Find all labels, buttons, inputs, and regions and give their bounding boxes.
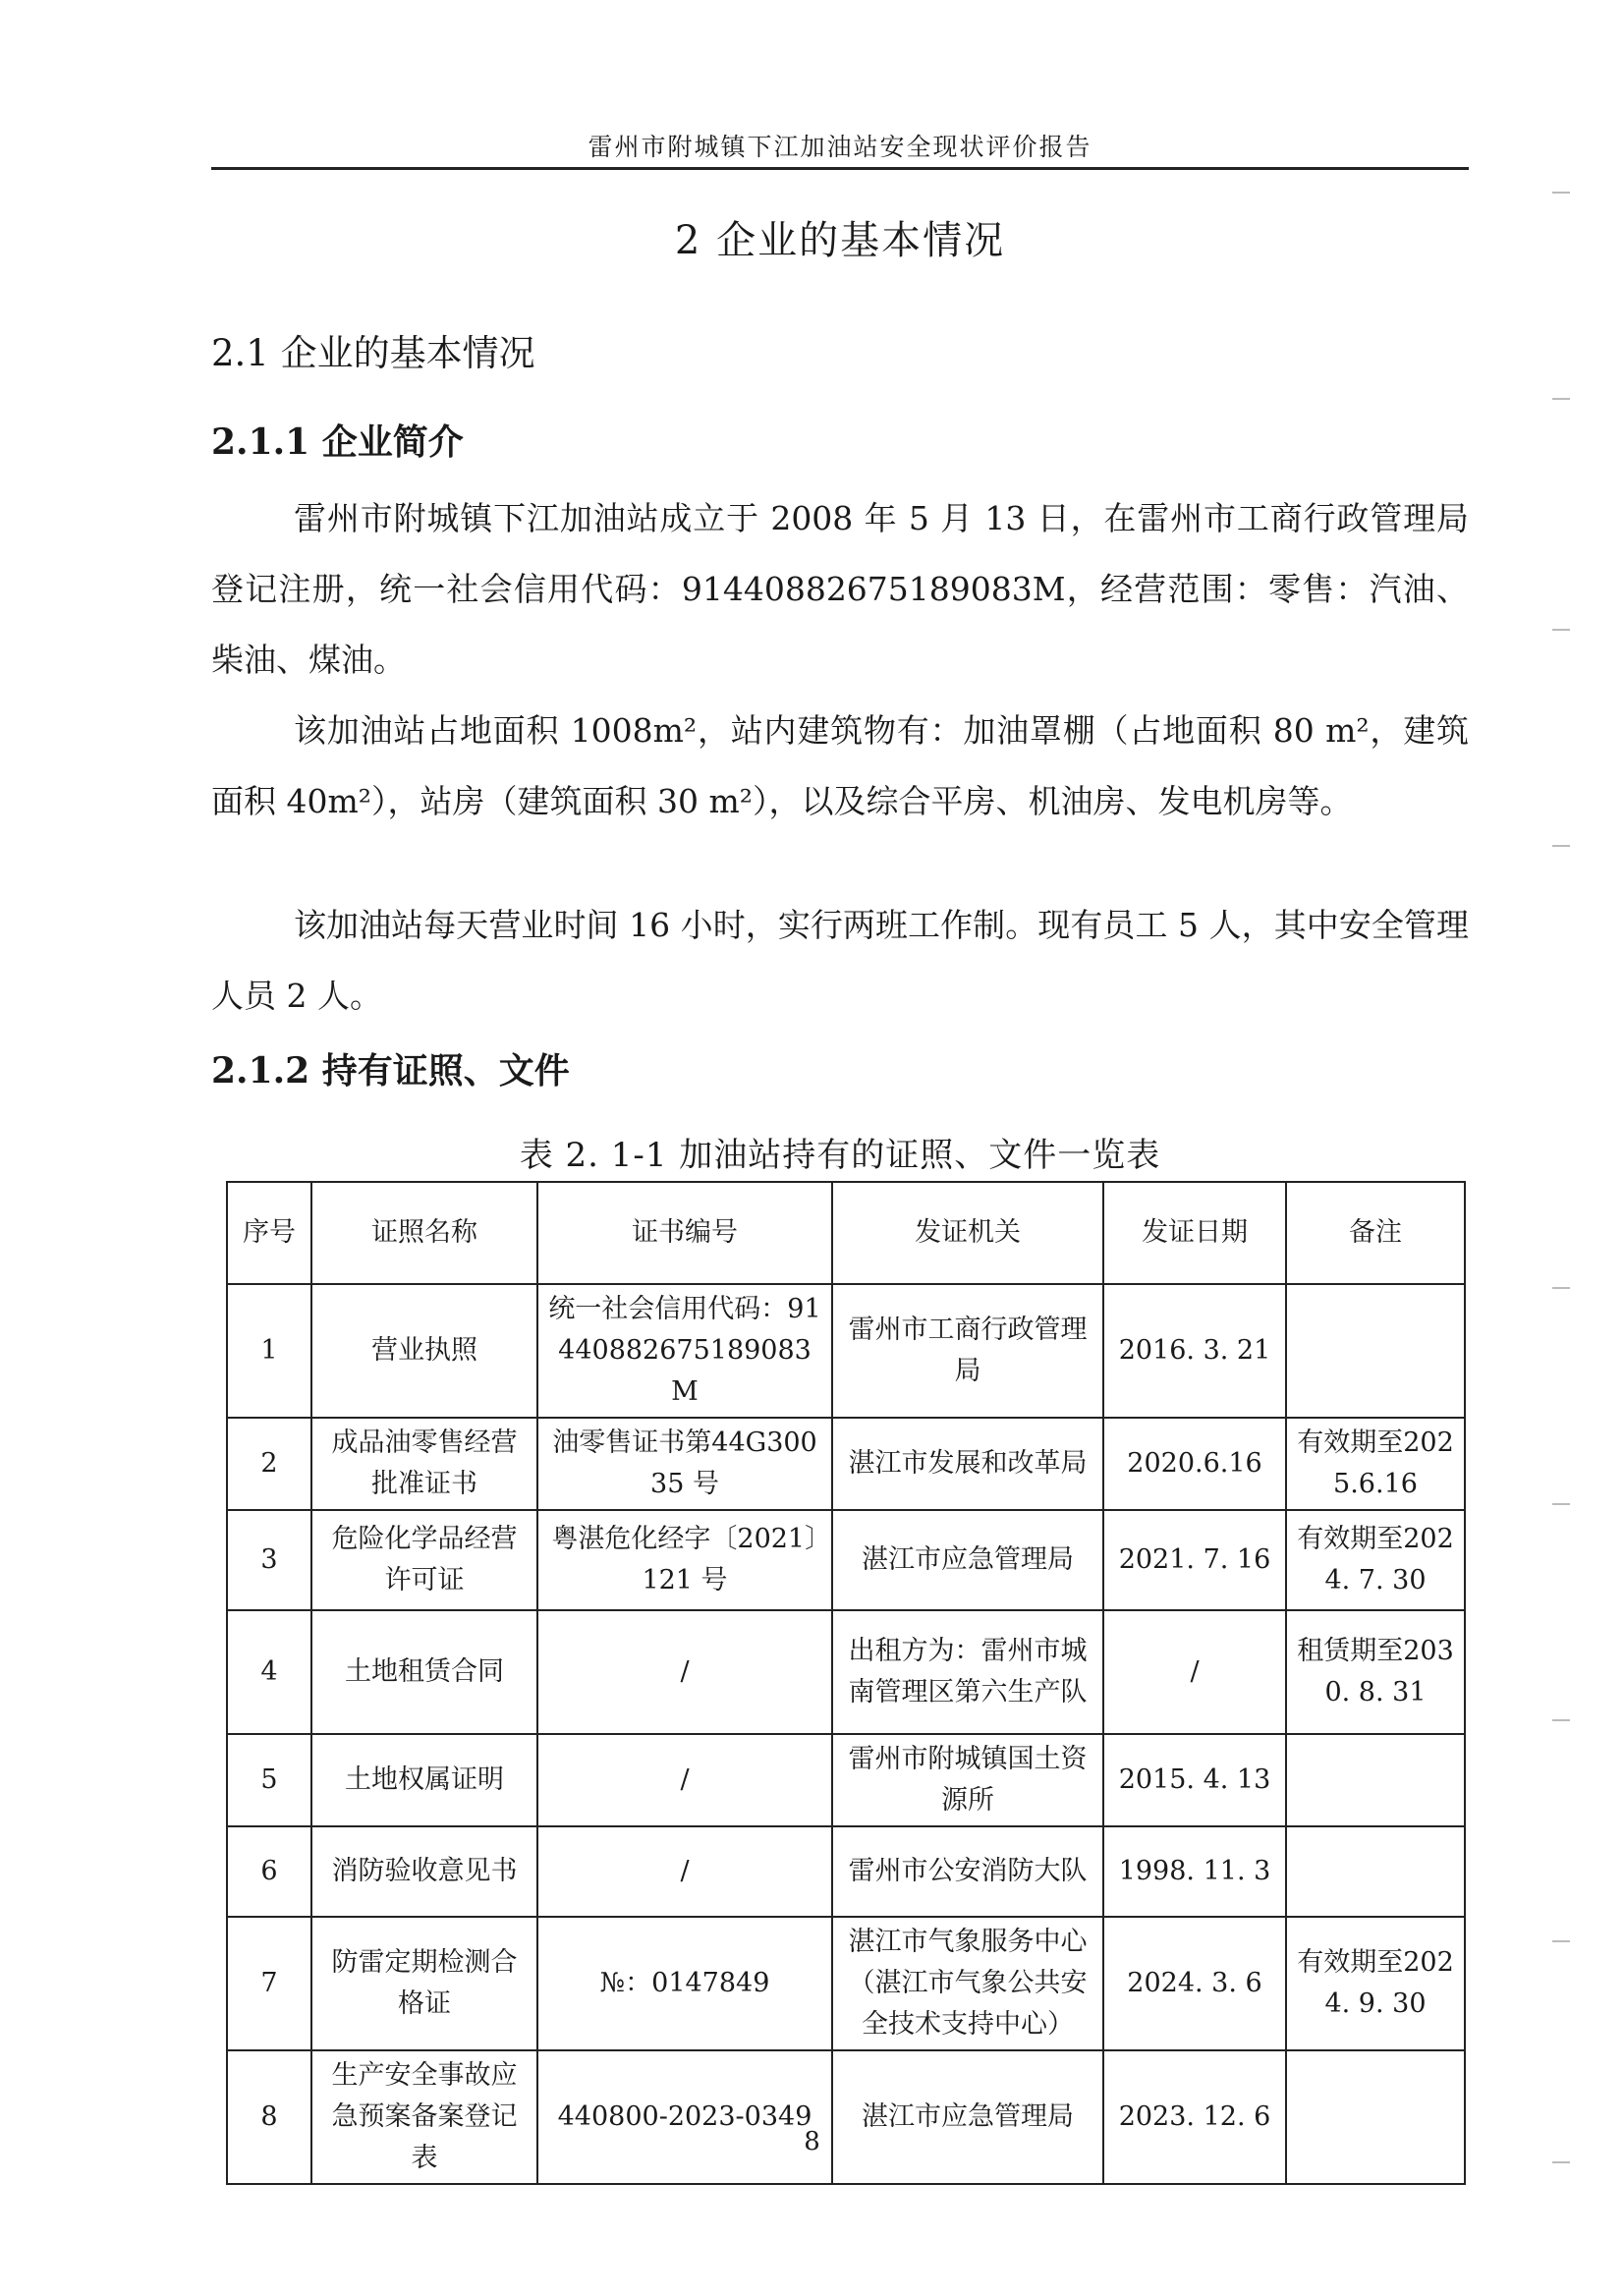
cell-remark xyxy=(1286,1826,1465,1917)
header-cell-seq: 序号 xyxy=(227,1182,311,1284)
cell-date: 2021. 7. 16 xyxy=(1103,1510,1286,1610)
cell-seq: 3 xyxy=(227,1510,311,1610)
table-row xyxy=(227,1510,1465,1610)
table-row xyxy=(227,1826,1465,1917)
table-header-row xyxy=(227,1182,1465,1284)
section-heading-2-1-1: 2.1.1 企业简介 xyxy=(211,421,464,463)
cell-date: 2020.6.16 xyxy=(1103,1418,1286,1510)
cell-name: 消防验收意见书 xyxy=(311,1826,537,1917)
cell-name: 土地权属证明 xyxy=(311,1734,537,1826)
page-number: 8 xyxy=(804,2127,820,2156)
header-cell-remark: 备注 xyxy=(1286,1182,1465,1284)
binding-mark xyxy=(1552,192,1570,194)
header-rule xyxy=(211,167,1469,170)
cell-issuer: 雷州市附城镇国土资源所 xyxy=(832,1734,1103,1826)
binding-mark xyxy=(1552,1503,1570,1505)
cell-issuer: 湛江市发展和改革局 xyxy=(832,1418,1103,1510)
binding-mark xyxy=(1552,1940,1570,1942)
binding-mark xyxy=(1552,2161,1570,2163)
cell-date: 2015. 4. 13 xyxy=(1103,1734,1286,1826)
cell-issuer: 湛江市气象服务中心（湛江市气象公共安全技术支持中心） xyxy=(832,1917,1103,2050)
cell-issuer: 雷州市公安消防大队 xyxy=(832,1826,1103,1917)
table-row xyxy=(227,1917,1465,2050)
cell-date: / xyxy=(1103,1610,1286,1734)
cell-seq: 6 xyxy=(227,1826,311,1917)
cell-remark: 有效期至2024. 7. 30 xyxy=(1286,1510,1465,1610)
paragraph-operations: 该加油站每天营业时间 16 小时，实行两班工作制。现有员工 5 人，其中安全管理人员 2 人。 xyxy=(211,906,1469,1015)
cell-date: 2024. 3. 6 xyxy=(1103,1917,1286,2050)
cell-number: 油零售证书第44G30035 号 xyxy=(537,1418,832,1510)
binding-mark xyxy=(1552,845,1570,847)
cell-remark xyxy=(1286,1734,1465,1826)
header-cell-date: 发证日期 xyxy=(1103,1182,1286,1284)
cell-number: / xyxy=(537,1826,832,1917)
cell-date: 2023. 12. 6 xyxy=(1103,2050,1286,2184)
section-heading-2-1: 2.1 企业的基本情况 xyxy=(211,332,535,374)
table-row xyxy=(227,1610,1465,1734)
table-row xyxy=(227,2050,1465,2184)
binding-mark xyxy=(1552,629,1570,631)
running-header: 雷州市附城镇下江加油站安全现状评价报告 xyxy=(588,133,1092,161)
cell-name: 危险化学品经营许可证 xyxy=(311,1510,537,1610)
cell-remark: 租赁期至2030. 8. 31 xyxy=(1286,1610,1465,1734)
cell-remark: 有效期至2025.6.16 xyxy=(1286,1418,1465,1510)
paragraph-site-buildings: 该加油站占地面积 1008m²，站内建筑物有：加油罩棚（占地面积 80 m²，建筑面积 40m²），站房（建筑面积 30 m²），以及综合平房、机油房、发电机房等。 xyxy=(211,711,1469,820)
paragraph-company-intro: 雷州市附城镇下江加油站成立于 2008 年 5 月 13 日，在雷州市工商行政管理局登记注册，统一社会信用代码：91440882675189083M，经营范围：零售：汽油、柴油、煤油。 xyxy=(211,499,1469,679)
cell-name: 防雷定期检测合格证 xyxy=(311,1917,537,2050)
cell-remark xyxy=(1286,1284,1465,1418)
cell-remark xyxy=(1286,2050,1465,2184)
cell-seq: 8 xyxy=(227,2050,311,2184)
binding-mark xyxy=(1552,1287,1570,1289)
section-heading-2-1-2: 2.1.2 持有证照、文件 xyxy=(211,1050,570,1092)
cell-seq: 4 xyxy=(227,1610,311,1734)
cell-issuer: 出租方为：雷州市城南管理区第六生产队 xyxy=(832,1610,1103,1734)
cell-issuer: 雷州市工商行政管理局 xyxy=(832,1284,1103,1418)
binding-mark xyxy=(1552,398,1570,400)
table-row xyxy=(227,1734,1465,1826)
cell-number: 440800-2023-0349 xyxy=(537,2050,832,2184)
table-caption: 表 2. 1-1 加油站持有的证照、文件一览表 xyxy=(519,1136,1161,1175)
cell-number: / xyxy=(537,1610,832,1734)
cell-seq: 7 xyxy=(227,1917,311,2050)
cell-remark: 有效期至2024. 9. 30 xyxy=(1286,1917,1465,2050)
cell-number: 粤湛危化经字〔2021〕121 号 xyxy=(537,1510,832,1610)
certificates-table xyxy=(226,1181,1466,2185)
cell-name: 成品油零售经营批准证书 xyxy=(311,1418,537,1510)
cell-issuer: 湛江市应急管理局 xyxy=(832,2050,1103,2184)
binding-mark xyxy=(1552,1719,1570,1721)
cell-number: 统一社会信用代码：91440882675189083M xyxy=(537,1284,832,1418)
header-cell-issuer: 发证机关 xyxy=(832,1182,1103,1284)
cell-date: 2016. 3. 21 xyxy=(1103,1284,1286,1418)
header-cell-name: 证照名称 xyxy=(311,1182,537,1284)
cell-date: 1998. 11. 3 xyxy=(1103,1826,1286,1917)
cell-issuer: 湛江市应急管理局 xyxy=(832,1510,1103,1610)
cell-name: 营业执照 xyxy=(311,1284,537,1418)
table-row xyxy=(227,1418,1465,1510)
cell-seq: 2 xyxy=(227,1418,311,1510)
header-cell-number: 证书编号 xyxy=(537,1182,832,1284)
cell-name: 生产安全事故应急预案备案登记表 xyxy=(311,2050,537,2184)
table-row xyxy=(227,1284,1465,1418)
cell-seq: 1 xyxy=(227,1284,311,1418)
cell-number: / xyxy=(537,1734,832,1826)
cell-seq: 5 xyxy=(227,1734,311,1826)
cell-number: №：0147849 xyxy=(537,1917,832,2050)
cell-name: 土地租赁合同 xyxy=(311,1610,537,1734)
chapter-title: 2 企业的基本情况 xyxy=(674,218,1006,263)
